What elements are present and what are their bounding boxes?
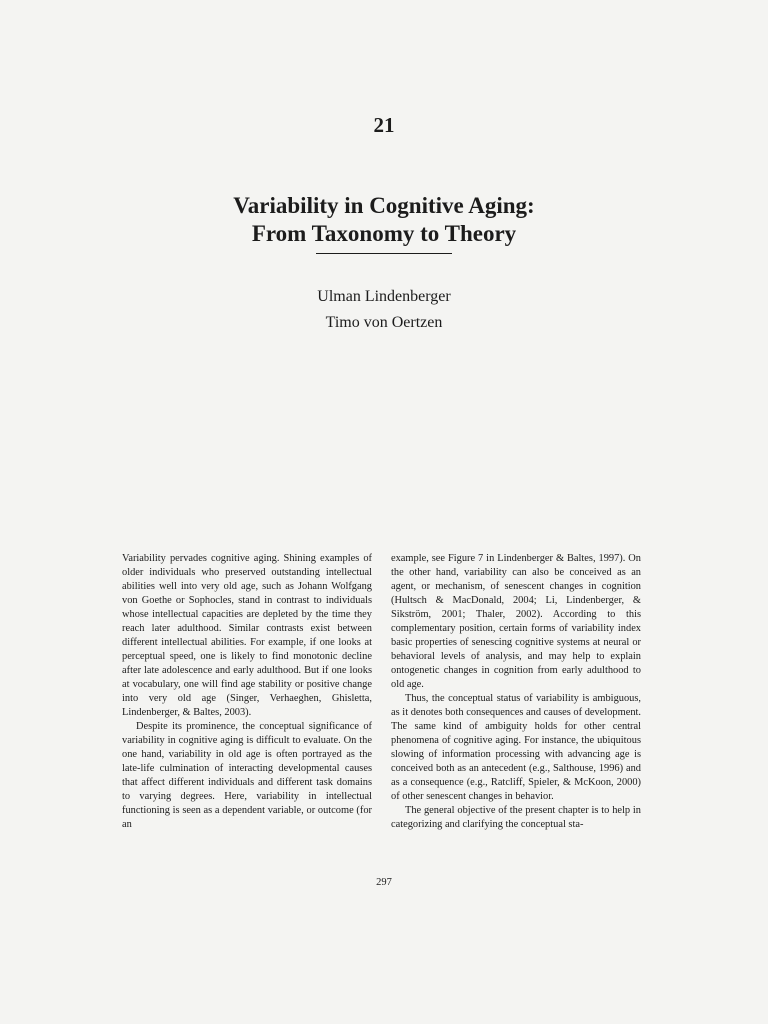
body-paragraph: Variability pervades cognitive aging. Shining examples of older individuals who preserved outstanding intellectual abilities well into very old age, such as Johann Wolfgang von Goethe or Sophocles, stand in contrast to individuals whose intellectual capacities are depleted by the time they reach later adulthood. Similar contrasts exist between different intellectual abilities. For example, if one looks at perceptual speed, one is likely to find monotonic decline after late adolescence and early adulthood. But if one looks at vocabulary, one will find age stability or positive change into very old age (Singer, Verhaeghen, Ghisletta, Lindenberger, & Baltes, 2003). xyxy=(122,553,372,718)
title-divider xyxy=(316,253,452,254)
chapter-title-line-1: Variability in Cognitive Aging: xyxy=(233,193,535,218)
body-paragraph: example, see Figure 7 in Lindenberger & Baltes, 1997). On the other hand, variability can also be conceived as an agent, or mechanism, of senescent changes in cognition (Hultsch & MacDonald, 2004; Li, Lindenberger, & Sikström, 2001; Thaler, 2002). According to this complementary position, certain forms of variability index basic properties of senescing cognitive systems at neural or behavioral levels of analysis, and may help to explain ontogenetic changes in cognition from early adulthood to old age. xyxy=(391,553,641,690)
body-paragraph: The general objective of the present chapter is to help in categorizing and clarifying the conceptual sta- xyxy=(391,805,641,830)
body-column-left xyxy=(122,552,372,832)
chapter-title-line-2: From Taxonomy to Theory xyxy=(251,221,517,246)
page-number: 297 xyxy=(376,877,392,888)
body-paragraph: Despite its prominence, the conceptual significance of variability in cognitive aging is difficult to evaluate. On the one hand, variability in old age is often portrayed as the late-life culmination of interacting developmental causes that affect different individuals and different task domains to varying degrees. Here, variability in intellectual functioning is seen as a dependent variable, or outcome (for an xyxy=(122,721,372,830)
author-name: Timo von Oertzen xyxy=(325,314,443,331)
body-paragraph: Thus, the conceptual status of variability is ambiguous, as it denotes both consequences and causes of development. The same kind of ambiguity holds for other central phenomena of cognitive aging. For instance, the ubiquitous slowing of information processing with advancing age is conceived both as an antecedent (e.g., Salthouse, 1996) and as a consequence (e.g., Ratcliff, Spieler, & McKoon, 2000) of other senescent changes in behavior. xyxy=(391,693,641,802)
author-list xyxy=(0,284,768,336)
body-column-right xyxy=(391,552,641,832)
chapter-number: 21 xyxy=(373,113,395,137)
chapter-title xyxy=(0,192,768,248)
author-name: Ulman Lindenberger xyxy=(317,288,451,305)
